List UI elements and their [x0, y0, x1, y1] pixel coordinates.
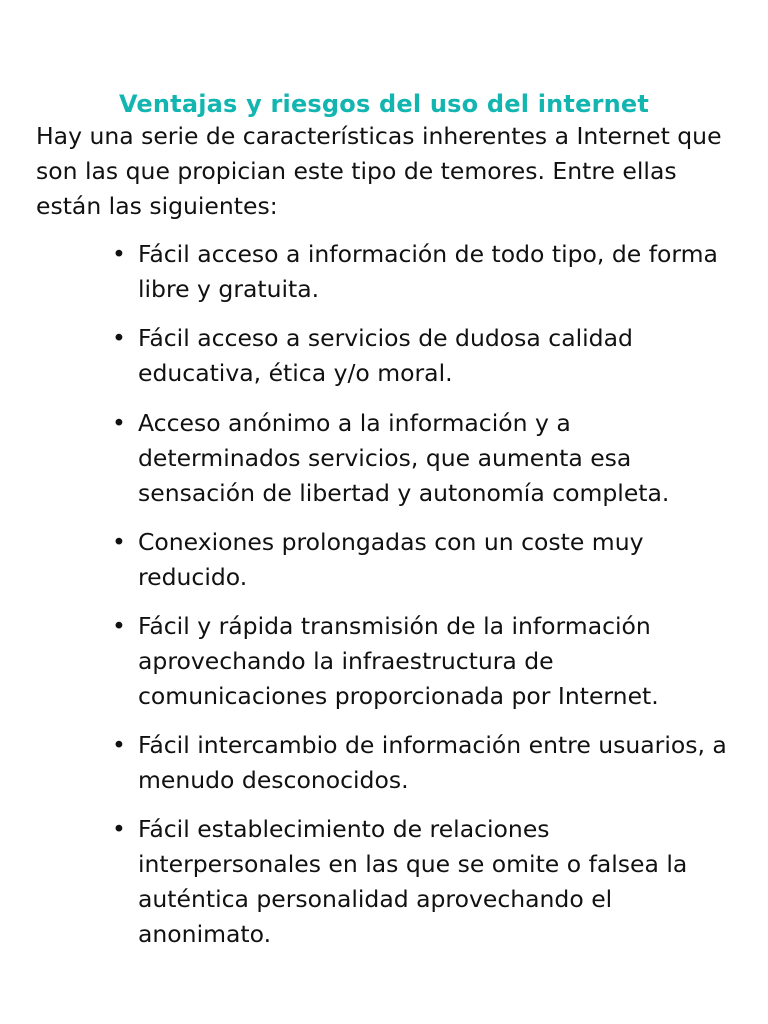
bullet-icon: • [112, 240, 126, 268]
list-item [112, 812, 732, 952]
slide-title: Ventajas y riesgos del uso del internet [118, 90, 650, 119]
list-item [112, 525, 732, 595]
bullet-text: Fácil y rápida transmisión de la información aprovechando la infraestructura de comunicaciones proporcionada por Internet. [138, 612, 659, 710]
list-item [112, 321, 732, 391]
bullet-text: Fácil intercambio de información entre usuarios, a menudo desconocidos. [138, 731, 727, 794]
bullet-text: Fácil acceso a información de todo tipo, de forma libre y gratuita. [138, 240, 718, 303]
bullet-icon: • [112, 528, 126, 556]
bullet-icon: • [112, 324, 126, 352]
bullet-text: Conexiones prolongadas con un coste muy reducido. [138, 528, 644, 591]
bullet-text: Fácil establecimiento de relaciones interpersonales en las que se omite o falsea la auténtica personalidad aprovechando el anonimato. [138, 815, 688, 948]
intro-paragraph: Hay una serie de características inherentes a Internet que son las que propician este tipo de temores. Entre ellas están las siguientes: [36, 122, 722, 220]
bullet-icon: • [112, 815, 126, 843]
list-item [112, 406, 732, 511]
bullet-icon: • [112, 612, 126, 640]
bullet-text: Acceso anónimo a la información y a determinados servicios, que aumenta esa sensación de libertad y autonomía completa. [138, 409, 670, 507]
bullet-icon: • [112, 731, 126, 759]
list-item [112, 728, 732, 798]
bullet-text: Fácil acceso a servicios de dudosa calidad educativa, ética y/o moral. [138, 324, 633, 387]
list-item [112, 237, 732, 307]
bullet-icon: • [112, 409, 126, 437]
list-item [112, 609, 732, 714]
